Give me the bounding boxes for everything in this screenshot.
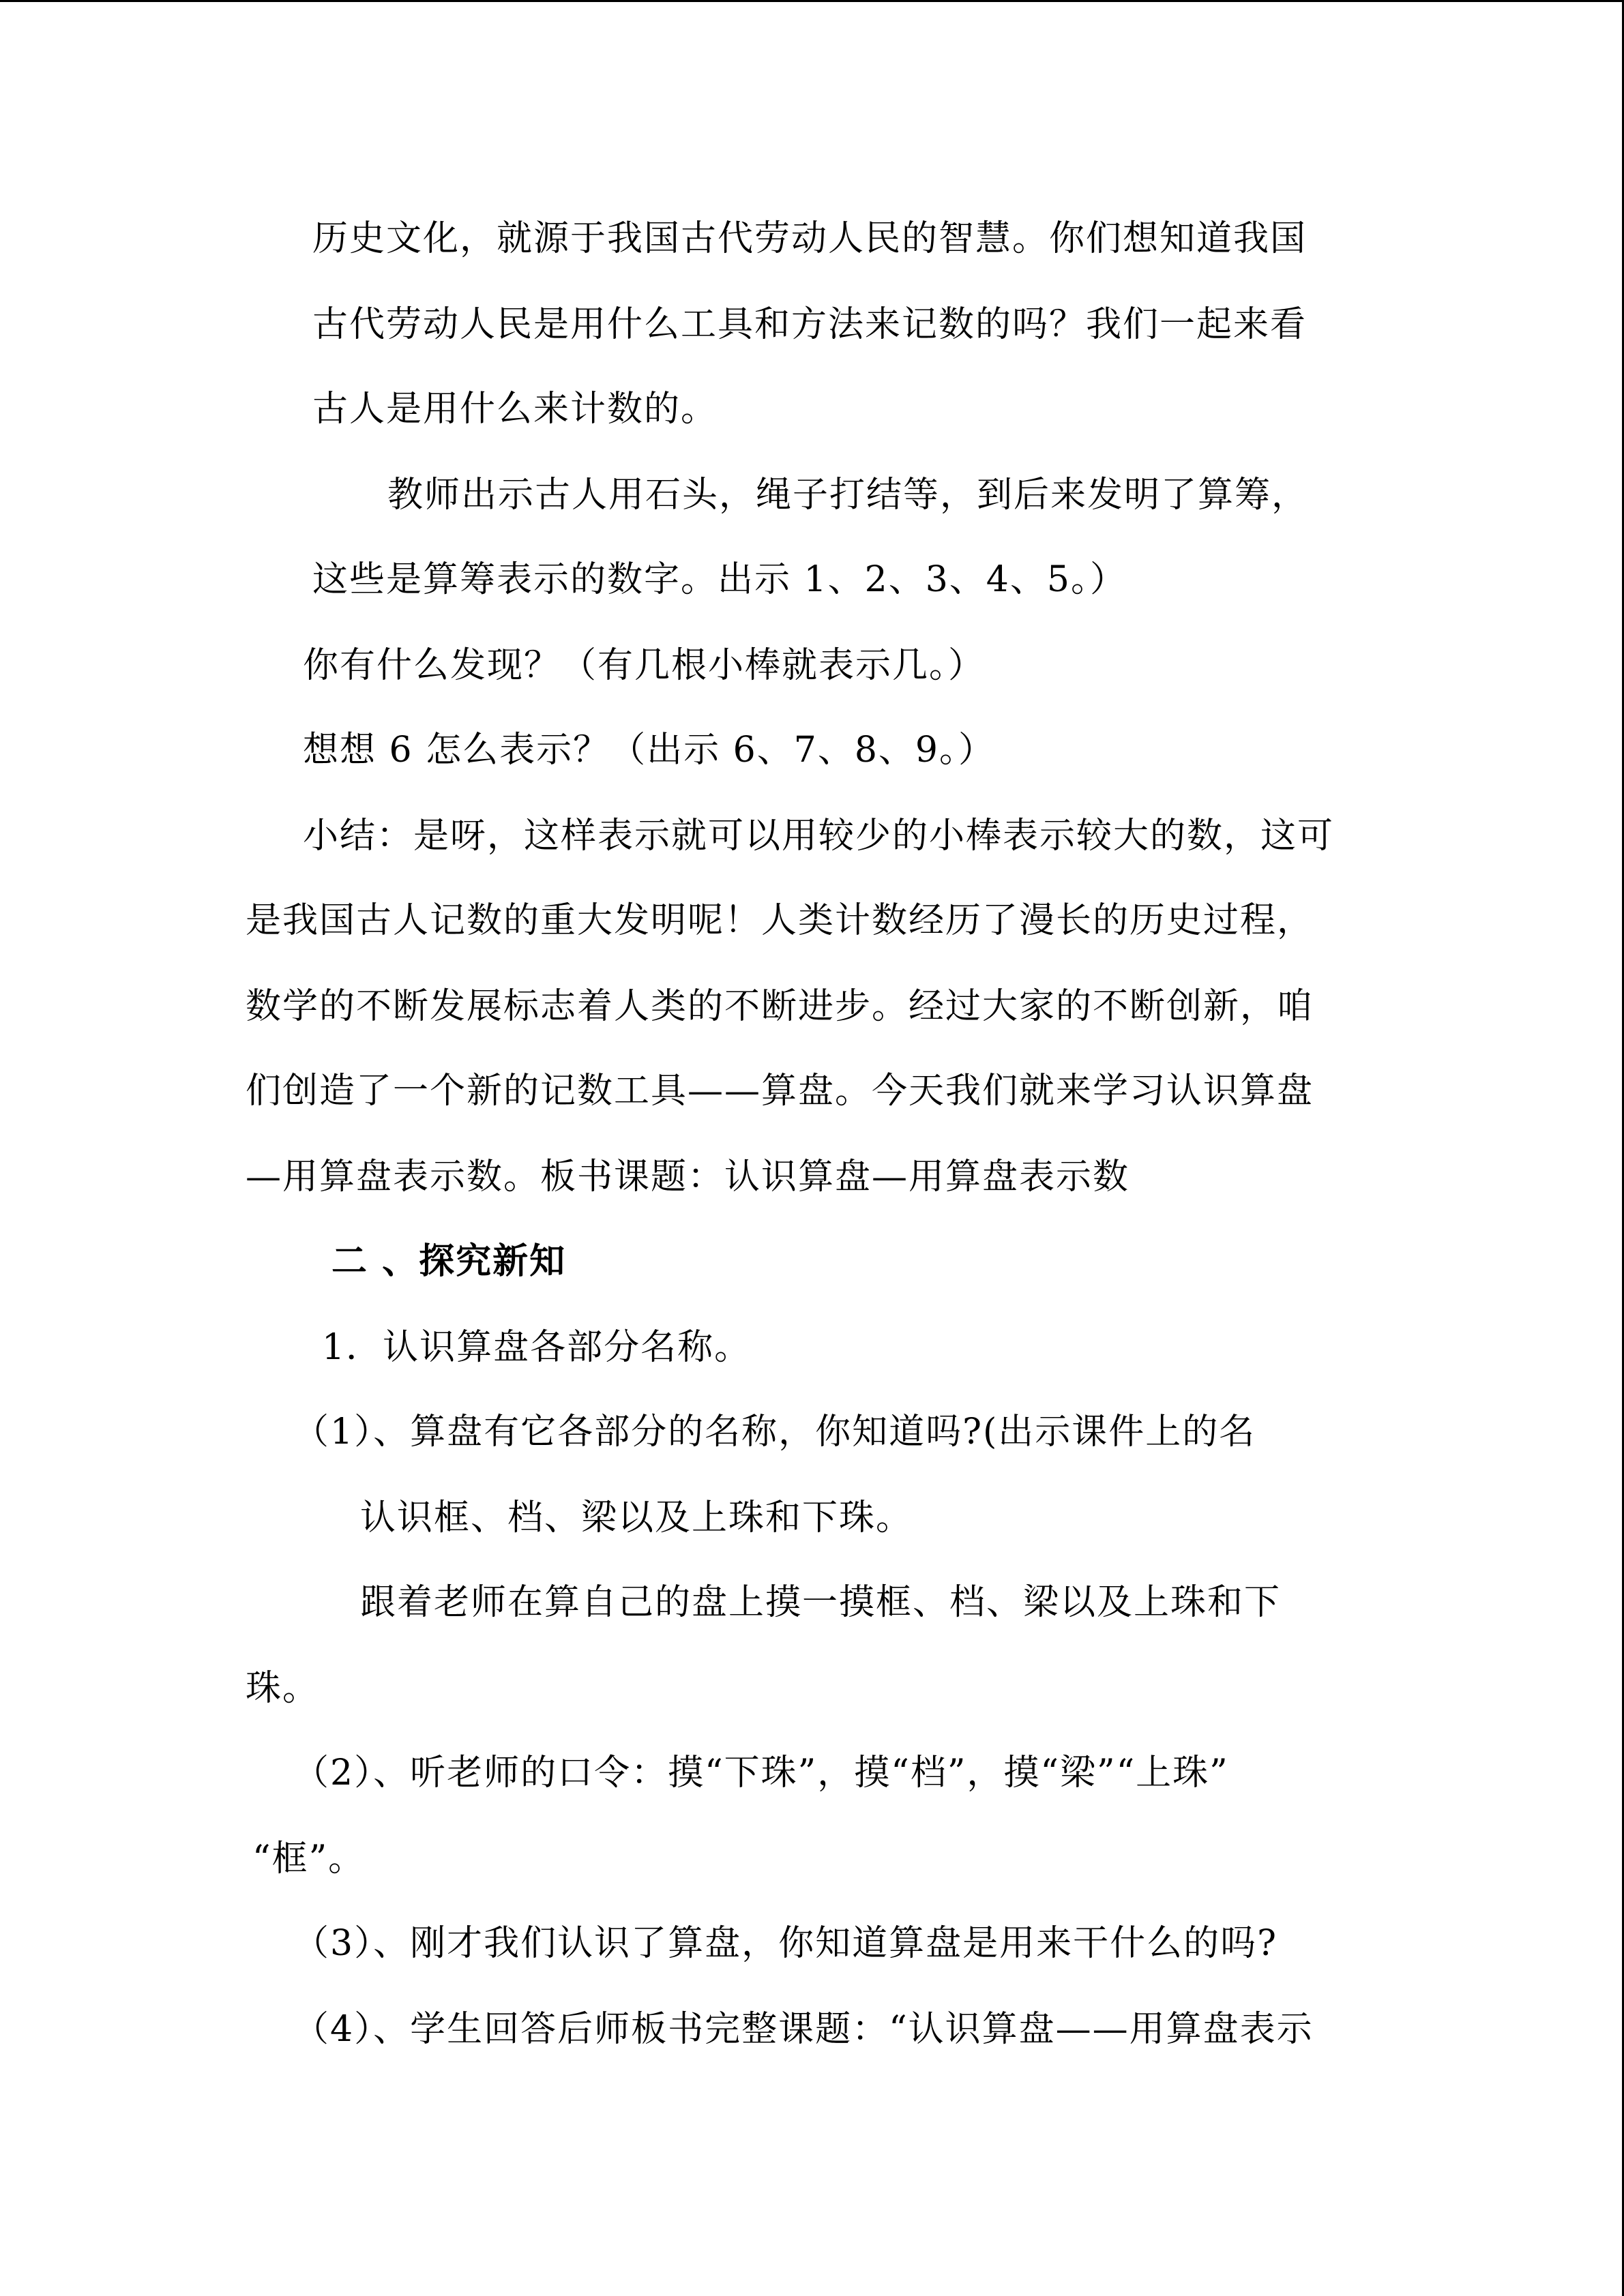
paragraph-line: 古人是用什么来计数的。 [312, 389, 718, 430]
paragraph-line: 你有什么发现？（有几根小棒就表示几。） [303, 645, 986, 686]
paragraph-line: 想想 6 怎么表示？（出示 6、7、8、9。） [303, 730, 996, 771]
paragraph-line: 是我国古人记数的重大发明呢！人类计数经历了漫长的历史过程， [246, 900, 1314, 941]
paragraph-line: （3）、刚才我们认识了算盘，你知道算盘是用来干什么的吗? [293, 1923, 1278, 1964]
paragraph-line: 们创造了一个新的记数工具——算盘。今天我们就来学习认识算盘 [246, 1071, 1314, 1112]
paragraph-line: 1．认识算盘各部分名称。 [322, 1327, 752, 1368]
paragraph-line: 跟着老师在算自己的盘上摸一摸框、档、梁以及上珠和下 [360, 1582, 1282, 1623]
paragraph-line: 教师出示古人用石头，绳子打结等，到后来发明了算筹， [387, 475, 1309, 516]
paragraph-line: （2）、听老师的口令：摸“下珠”，摸“档”，摸“梁”“上珠” [293, 1753, 1229, 1793]
paragraph-line: 珠。 [246, 1668, 320, 1709]
paragraph-line: 历史文化，就源于我国古代劳动人民的智慧。你们想知道我国 [312, 218, 1308, 259]
paragraph-line: 这些是算筹表示的数字。出示 1、2、3、4、5。） [312, 559, 1127, 600]
paragraph-line: 古代劳动人民是用什么工具和方法来记数的吗？我们一起来看 [312, 304, 1308, 345]
paragraph-line: —用算盘表示数。板书课题：认识算盘—用算盘表示数 [246, 1157, 1130, 1197]
paragraph-line: 认识框、档、梁以及上珠和下珠。 [360, 1497, 913, 1538]
paragraph-line: 小结：是呀，这样表示就可以用较少的小棒表示较大的数，这可 [303, 816, 1335, 856]
paragraph-line: （4）、学生回答后师板书完整课题：“认识算盘——用算盘表示 [293, 2009, 1314, 2050]
paragraph-line: 数学的不断发展标志着人类的不断进步。经过大家的不断创新，咱 [246, 986, 1314, 1027]
section-heading: 二 、探究新知 [331, 1240, 567, 1282]
paragraph-line: （1）、算盘有它各部分的名称，你知道吗?(出示课件上的名 [293, 1412, 1256, 1452]
page-border-top [0, 0, 1624, 2]
paragraph-line: “框”。 [252, 1838, 366, 1879]
